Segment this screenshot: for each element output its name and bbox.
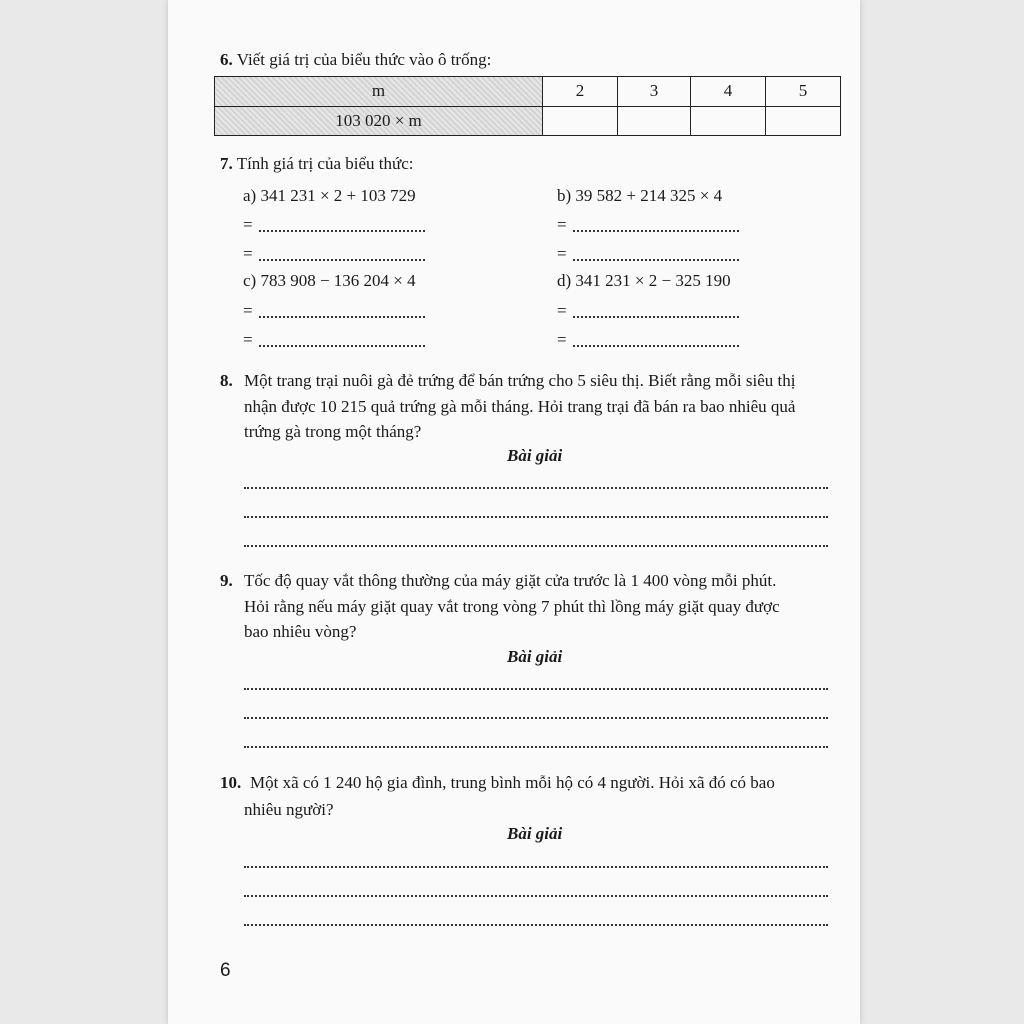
answer-line[interactable]: [259, 316, 425, 318]
exercise-9-line-2: Hỏi rằng nếu máy giặt quay vắt trong vòng 7 phút thì lồng máy giặt quay được: [244, 597, 780, 616]
exercise-9-solution-title: Bài giải: [507, 647, 563, 666]
exercise-7d-expression: d) 341 231 × 2 − 325 190: [557, 271, 731, 290]
exercise-8-line-1: Một trang trại nuôi gà đẻ trứng để bán trứng cho 5 siêu thị. Biết rằng mỗi siêu thị: [244, 371, 796, 390]
equals-sign: =: [557, 301, 567, 320]
table-row: [215, 106, 841, 136]
table-row-label: 103 020 × m: [215, 106, 543, 136]
answer-line[interactable]: [244, 746, 828, 748]
exercise-7-number: 7.: [220, 154, 233, 173]
equals-sign: =: [243, 215, 253, 234]
equals-sign: =: [243, 244, 253, 263]
table-header-label: m: [215, 77, 543, 107]
exercise-6-text: Viết giá trị của biểu thức vào ô trống:: [236, 50, 492, 69]
exercise-7c-expression: c) 783 908 − 136 204 × 4: [243, 271, 416, 290]
table-answer-cell[interactable]: [618, 106, 691, 136]
exercise-8-line-3: trứng gà trong một tháng?: [244, 422, 422, 441]
table-answer-cell[interactable]: [543, 106, 618, 136]
table-row: [215, 77, 841, 107]
answer-line[interactable]: [259, 230, 425, 232]
answer-line[interactable]: [244, 866, 828, 868]
exercise-10-number: 10.: [220, 773, 242, 792]
table-cell-m-value: 3: [618, 77, 691, 107]
exercise-7-text: Tính giá trị của biểu thức:: [236, 154, 414, 173]
answer-line[interactable]: [244, 516, 828, 518]
table-answer-cell[interactable]: [691, 106, 766, 136]
answer-line[interactable]: [244, 688, 828, 690]
equals-sign: =: [243, 301, 253, 320]
answer-line[interactable]: [259, 259, 425, 261]
equals-sign: =: [243, 330, 253, 349]
page-number: 6: [220, 960, 231, 981]
exercise-8-line-2: nhận được 10 215 quả trứng gà mỗi tháng. Hỏi trang trại đã bán ra bao nhiêu quả: [244, 397, 796, 416]
answer-line[interactable]: [244, 924, 828, 926]
answer-line[interactable]: [259, 345, 425, 347]
exercise-9-number: 9.: [220, 571, 233, 590]
exercise-6-heading: [220, 49, 491, 71]
answer-line[interactable]: [573, 316, 739, 318]
exercise-7a-expression: a) 341 231 × 2 + 103 729: [243, 186, 416, 205]
equals-sign: =: [557, 330, 567, 349]
table-answer-cell[interactable]: [766, 106, 841, 136]
equals-sign: =: [557, 244, 567, 263]
exercise-7-heading: [220, 153, 414, 175]
answer-line[interactable]: [244, 895, 828, 897]
exercise-10-line-1: Một xã có 1 240 hộ gia đình, trung bình mỗi hộ có 4 người. Hỏi xã đó có bao: [250, 773, 775, 792]
table-cell-m-value: 4: [691, 77, 766, 107]
table-cell-m-value: 2: [543, 77, 618, 107]
value-table: [214, 76, 841, 136]
exercise-8-solution-title: Bài giải: [507, 446, 563, 465]
exercise-7b-expression: b) 39 582 + 214 325 × 4: [557, 186, 723, 205]
answer-line[interactable]: [244, 487, 828, 489]
table-cell-m-value: 5: [766, 77, 841, 107]
answer-line[interactable]: [244, 545, 828, 547]
exercise-6-number: 6.: [220, 50, 233, 69]
exercise-9-line-1: Tốc độ quay vắt thông thường của máy giặt cửa trước là 1 400 vòng mỗi phút.: [244, 571, 777, 590]
answer-line[interactable]: [244, 717, 828, 719]
answer-line[interactable]: [573, 230, 739, 232]
answer-line[interactable]: [573, 259, 739, 261]
exercise-9-line-3: bao nhiêu vòng?: [244, 622, 357, 641]
exercise-10-line-2: nhiêu người?: [244, 800, 334, 819]
answer-line[interactable]: [573, 345, 739, 347]
exercise-8-number: 8.: [220, 371, 233, 390]
exercise-10-solution-title: Bài giải: [507, 824, 563, 843]
equals-sign: =: [557, 215, 567, 234]
